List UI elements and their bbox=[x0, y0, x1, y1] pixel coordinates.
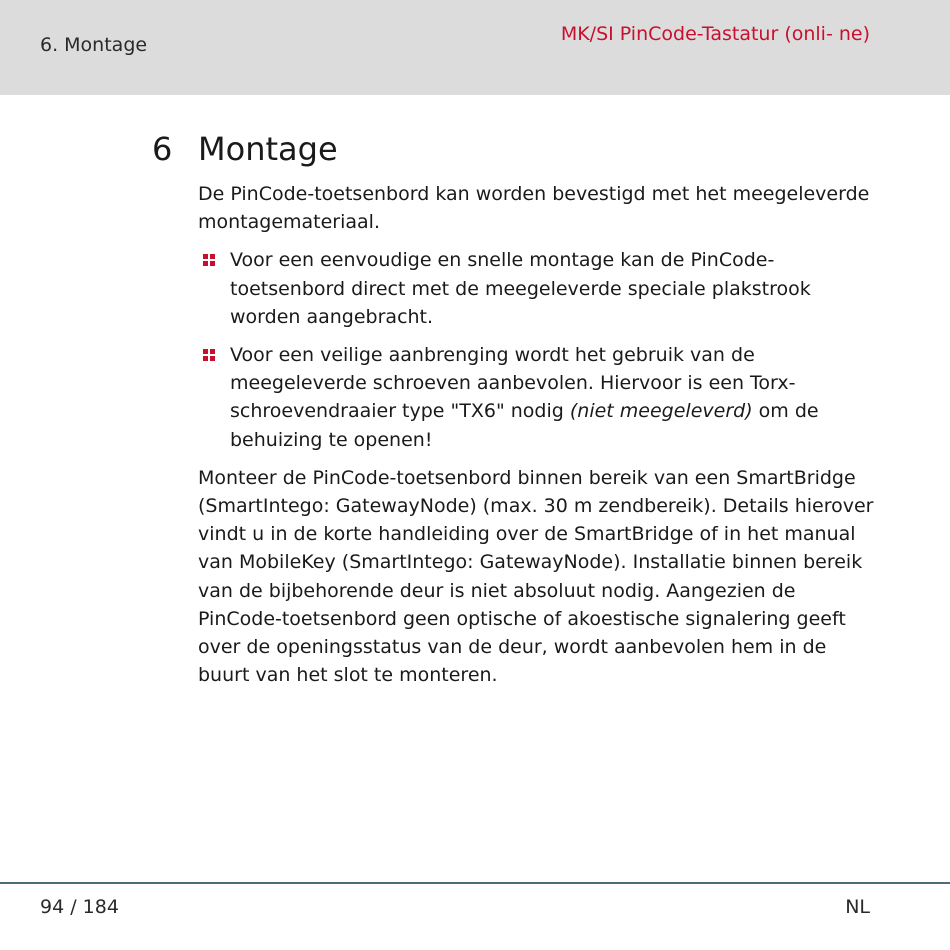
header-section-label: 6. Montage bbox=[40, 34, 148, 56]
language-code: NL bbox=[845, 896, 870, 918]
footer-divider bbox=[0, 882, 950, 884]
body-paragraph: Monteer de PinCode-toetsenbord binnen bereik van een SmartBridge (SmartIntego: GatewayNode) (max. 30 m zendbereik). Details hierover vindt u in de korte handleiding over de SmartBridge of in het manual van MobileKey (SmartIntego: GatewayNode). Installatie binnen bereik van de bijbehorende deur is niet absoluut nodig. Aangezien de PinCode-toetsenbord geen optische of akoestische signalering geeft over de openingsstatus van de deur, wordt aanbevolen hem in de buurt van het slot te monteren. bbox=[198, 466, 874, 687]
page-number: 94 / 184 bbox=[40, 896, 119, 918]
red-four-square-bullet-icon bbox=[203, 349, 215, 361]
chapter-number: 6 bbox=[152, 130, 173, 168]
list-item bbox=[198, 341, 878, 454]
bullet-text-before: Voor een veilige aanbrenging wordt het gebruik van de meegeleverde schroeven aanbevolen. Hiervoor is een Torx-schroevendraaier type "TX6" nodig bbox=[230, 344, 796, 423]
bullet-list bbox=[198, 246, 878, 453]
intro-paragraph: De PinCode-toetsenbord kan worden bevestigd met het meegeleverde montagemateriaal. bbox=[198, 183, 870, 234]
bullet-text-after: om de behuizing te openen! bbox=[230, 400, 819, 451]
page-header bbox=[0, 0, 950, 95]
main-content bbox=[198, 180, 878, 689]
list-item bbox=[198, 246, 878, 331]
bullet-text-italic: (niet meegeleverd) bbox=[569, 400, 753, 423]
header-document-title: MK/SI PinCode-Tastatur (onli- ne) bbox=[560, 23, 870, 45]
bullet-text: Voor een eenvoudige en snelle montage kan de PinCode-toetsenbord direct met de meegeleverde speciale plakstrook worden aangebracht. bbox=[230, 249, 811, 328]
red-four-square-bullet-icon bbox=[203, 254, 215, 266]
chapter-title: Montage bbox=[198, 130, 338, 168]
